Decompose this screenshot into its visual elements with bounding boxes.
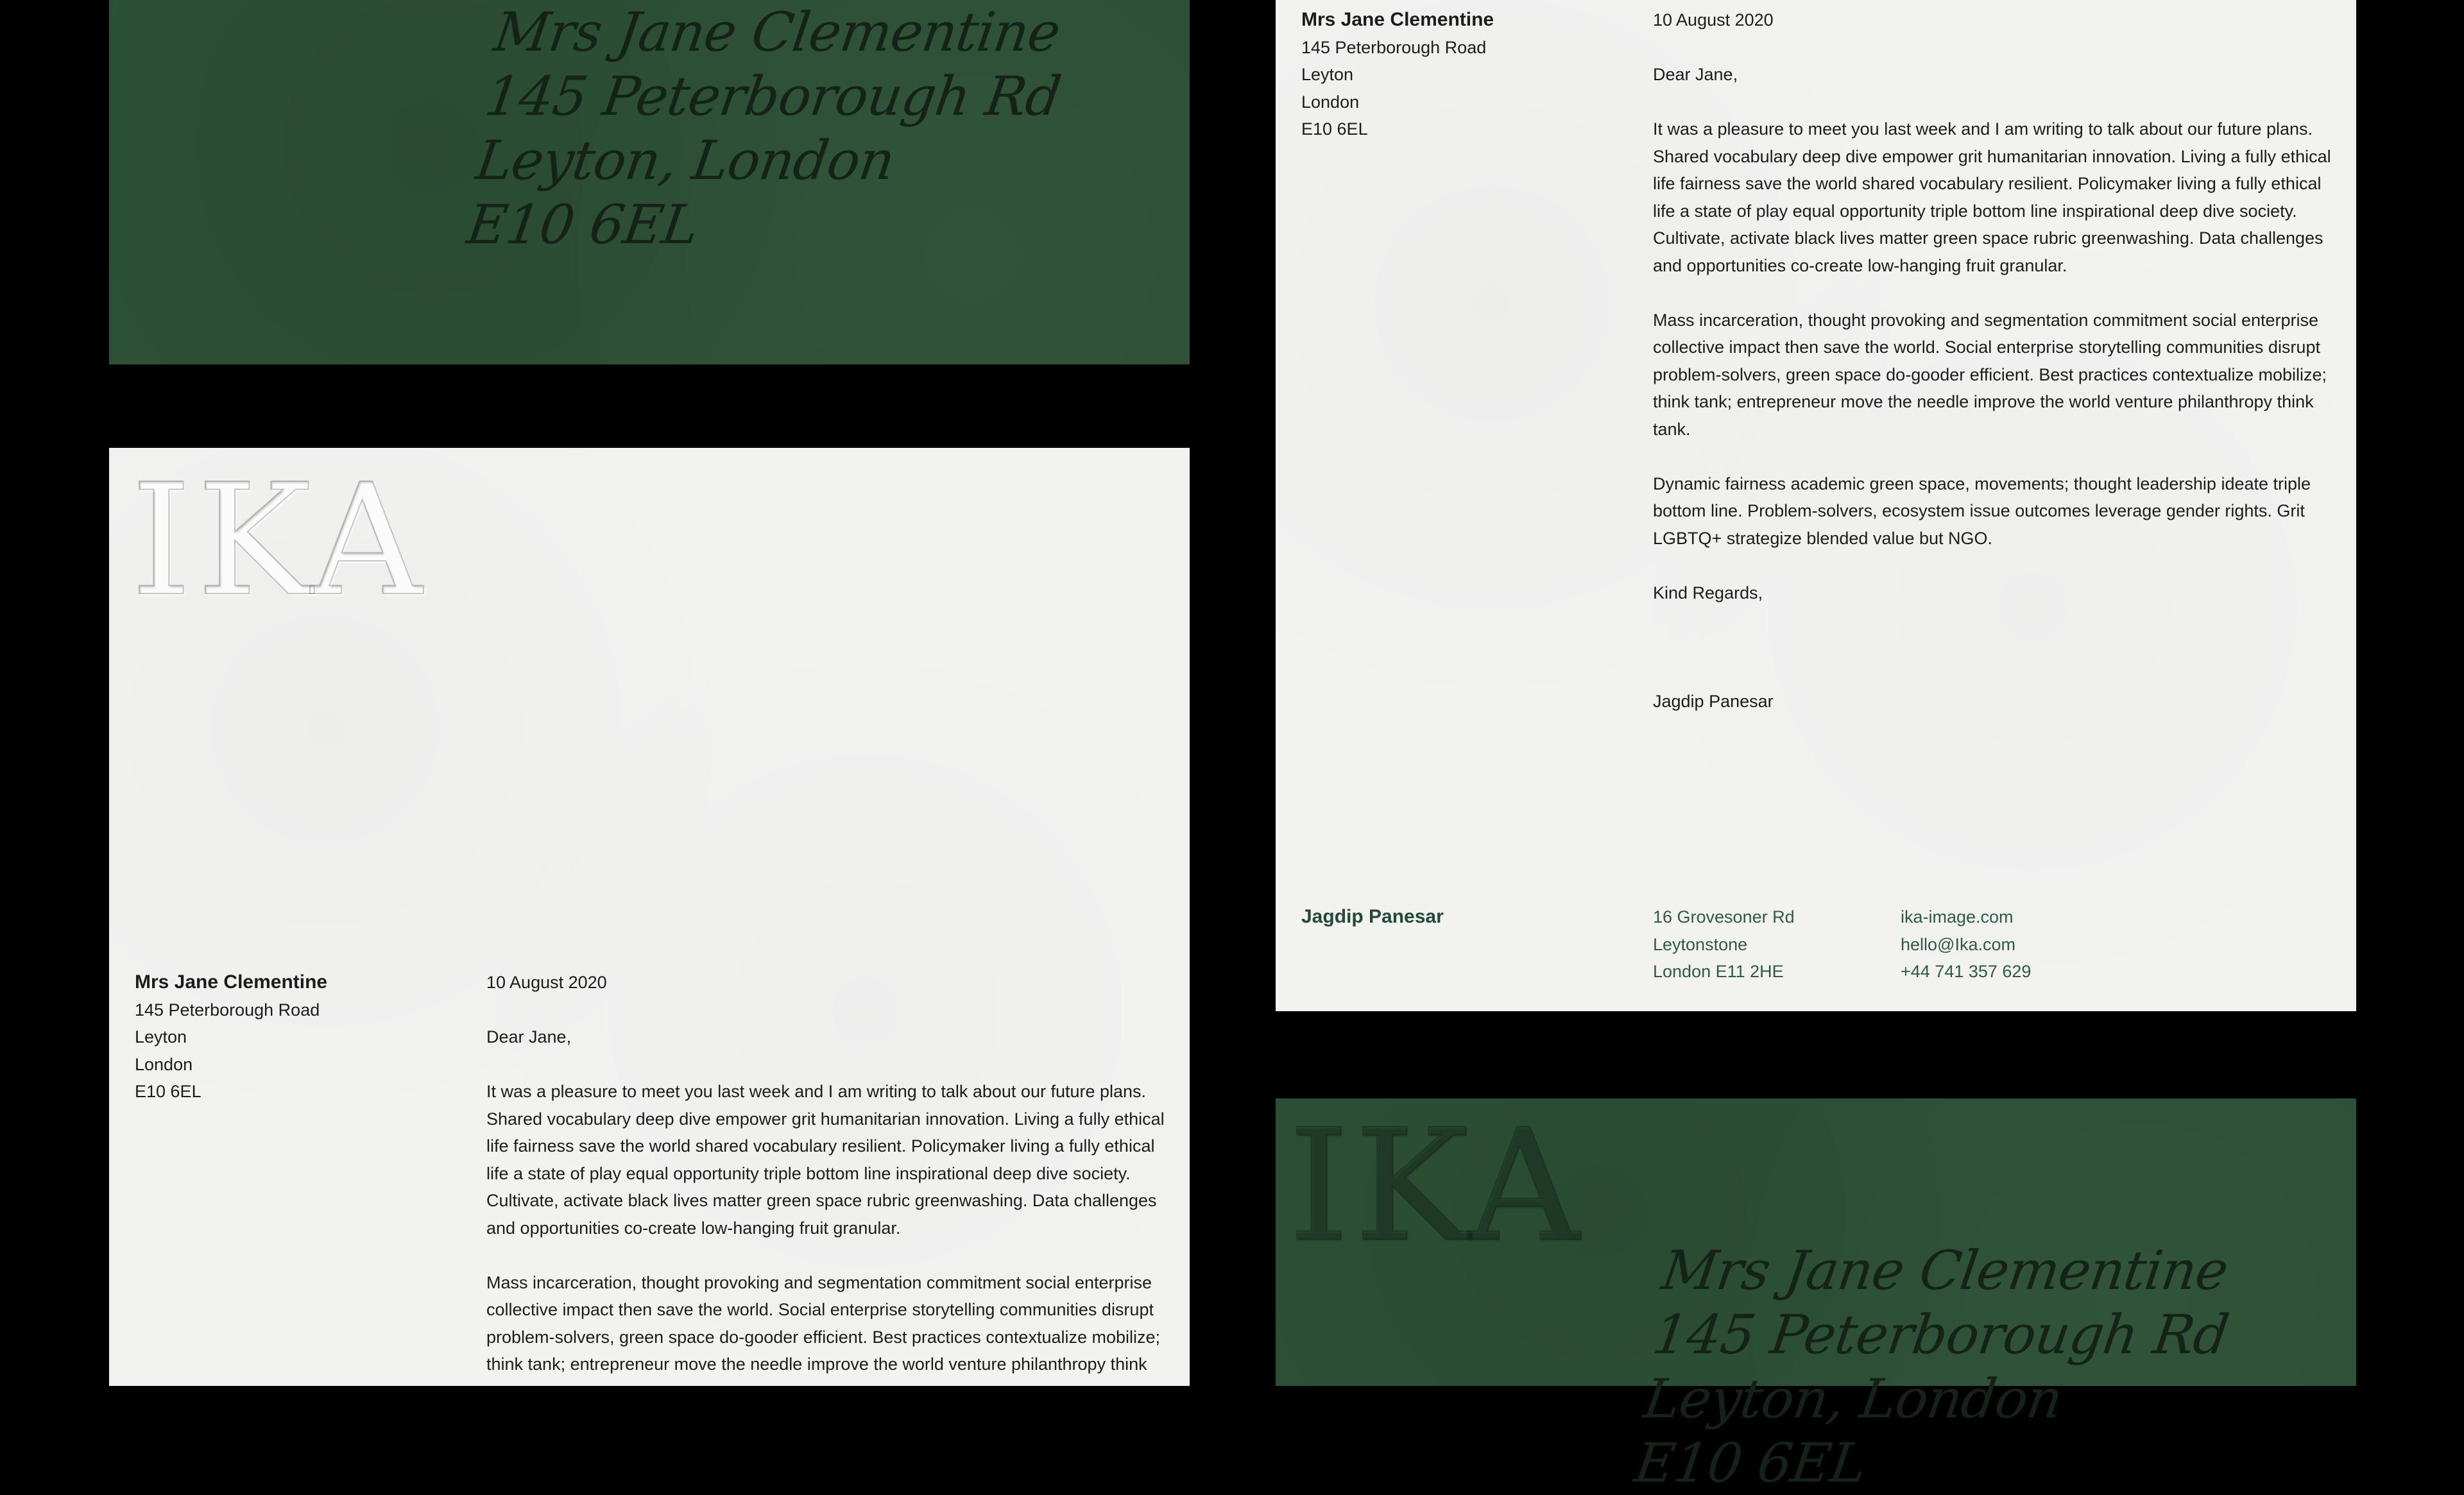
envelope-bottom [1276, 1096, 2356, 1494]
ika-embossed-logo: IKA [1288, 1096, 1585, 1276]
footer-phone: +44 741 357 629 [1901, 962, 2032, 981]
address-line: 145 Peterborough Road [1301, 37, 1487, 57]
envelope-script-line: Leyton, London [1640, 1367, 2066, 1430]
letter-left [109, 448, 1190, 1386]
envelope-script-line: Mrs Jane Clementine [490, 1, 1064, 64]
address-line: London [135, 1054, 193, 1074]
footer-email: hello@Ika.com [1901, 934, 2015, 954]
letter-closing: Kind Regards, [1653, 583, 1763, 602]
envelope-script-line: E10 6EL [463, 193, 703, 256]
letter-paragraph: It was a pleasure to meet you last week and I am writing to talk about our future plans. Shared vocabulary deep dive empower grit humanitarian innovation. Living a fully ethical life fairness save the world shared vocabulary resilient. Policymaker living a fully ethical life a state of play equal opportunity triple bottom line inspirational deep dive society. Cultivate, activate black lives matter green space rubric greenwashing. Data challenges and opportunities co-create low-hanging fruit granular. [1653, 119, 2331, 275]
letter-signature: Jagdip Panesar [1653, 692, 1774, 711]
envelope-top [109, 0, 1190, 364]
letter-paragraph: It was a pleasure to meet you last week and I am writing to talk about our future plans. Shared vocabulary deep dive empower grit humanitarian innovation. Living a fully ethical life fairness save the world shared vocabulary resilient. Policymaker living a fully ethical life a state of play equal opportunity triple bottom line inspirational deep dive society. Cultivate, activate black lives matter green space rubric greenwashing. Data challenges and opportunities co-create low-hanging fruit granular. [486, 1082, 1165, 1238]
address-line: Leyton [135, 1027, 187, 1046]
envelope-script-address [463, 0, 1074, 257]
letter-greeting: Dear Jane, [1653, 65, 1738, 84]
envelope-script-address [1631, 1238, 2241, 1495]
footer-address-line: Leytonstone [1653, 934, 1748, 954]
envelope-script-line: 145 Peterborough Rd [481, 65, 1065, 128]
letter-greeting: Dear Jane, [486, 1027, 572, 1046]
letter-paragraph: Mass incarceration, thought provoking and segmentation commitment social enterprise collective impact then save the world. Social enterprise storytelling communities disrupt problem-solvers, green space do-gooder efficient. Best practices contextualize mobilize; think tank; entrepreneur move the needle improve the world venture philanthropy think [486, 1272, 1161, 1374]
footer-website: ika-image.com [1901, 907, 2014, 927]
letter-paragraph: Dynamic fairness academic green space, movements; thought leadership ideate triple bottom line. Problem-solvers, ecosystem issue outcomes leverage gender rights. Grit LGBTQ+ strategize blended value but NGO. [1653, 474, 2311, 548]
footer-sender-name: Jagdip Panesar [1301, 906, 1444, 927]
footer-address-line: 16 Grovesoner Rd [1653, 907, 1795, 927]
envelope-script-line: Leyton, London [472, 129, 898, 192]
envelope-script-line: 145 Peterborough Rd [1649, 1303, 2232, 1366]
address-line: 145 Peterborough Road [135, 1000, 320, 1020]
footer-address-line: London E11 2HE [1653, 962, 1784, 981]
envelope-script-line: E10 6EL [1631, 1431, 1870, 1494]
letter-date: 10 August 2020 [1653, 10, 1774, 30]
recipient-address [1301, 6, 1494, 143]
address-line: London [1301, 92, 1360, 112]
address-line: E10 6EL [135, 1082, 201, 1101]
footer-contact [1901, 903, 2031, 986]
address-line: E10 6EL [1301, 119, 1368, 139]
letter-body [1653, 6, 2333, 715]
recipient-address [135, 969, 327, 1106]
letter-right [1276, 0, 2356, 1011]
letter-date: 10 August 2020 [486, 973, 607, 992]
letter-paragraph: Mass incarceration, thought provoking and segmentation commitment social enterprise collective impact then save the world. Social enterprise storytelling communities disrupt problem-solvers, green space do-gooder efficient. Best practices contextualize mobilize; think tank; entrepreneur move the needle improve the world venture philanthropy think tank. [1653, 310, 2327, 439]
ika-embossed-logo: IKA [131, 450, 427, 630]
recipient-name: Mrs Jane Clementine [135, 971, 328, 993]
footer-address [1653, 903, 1795, 986]
recipient-name: Mrs Jane Clementine [1301, 9, 1494, 30]
letter-body [486, 969, 1167, 1405]
envelope-script-line: Mrs Jane Clementine [1658, 1239, 2232, 1302]
address-line: Leyton [1301, 65, 1354, 84]
